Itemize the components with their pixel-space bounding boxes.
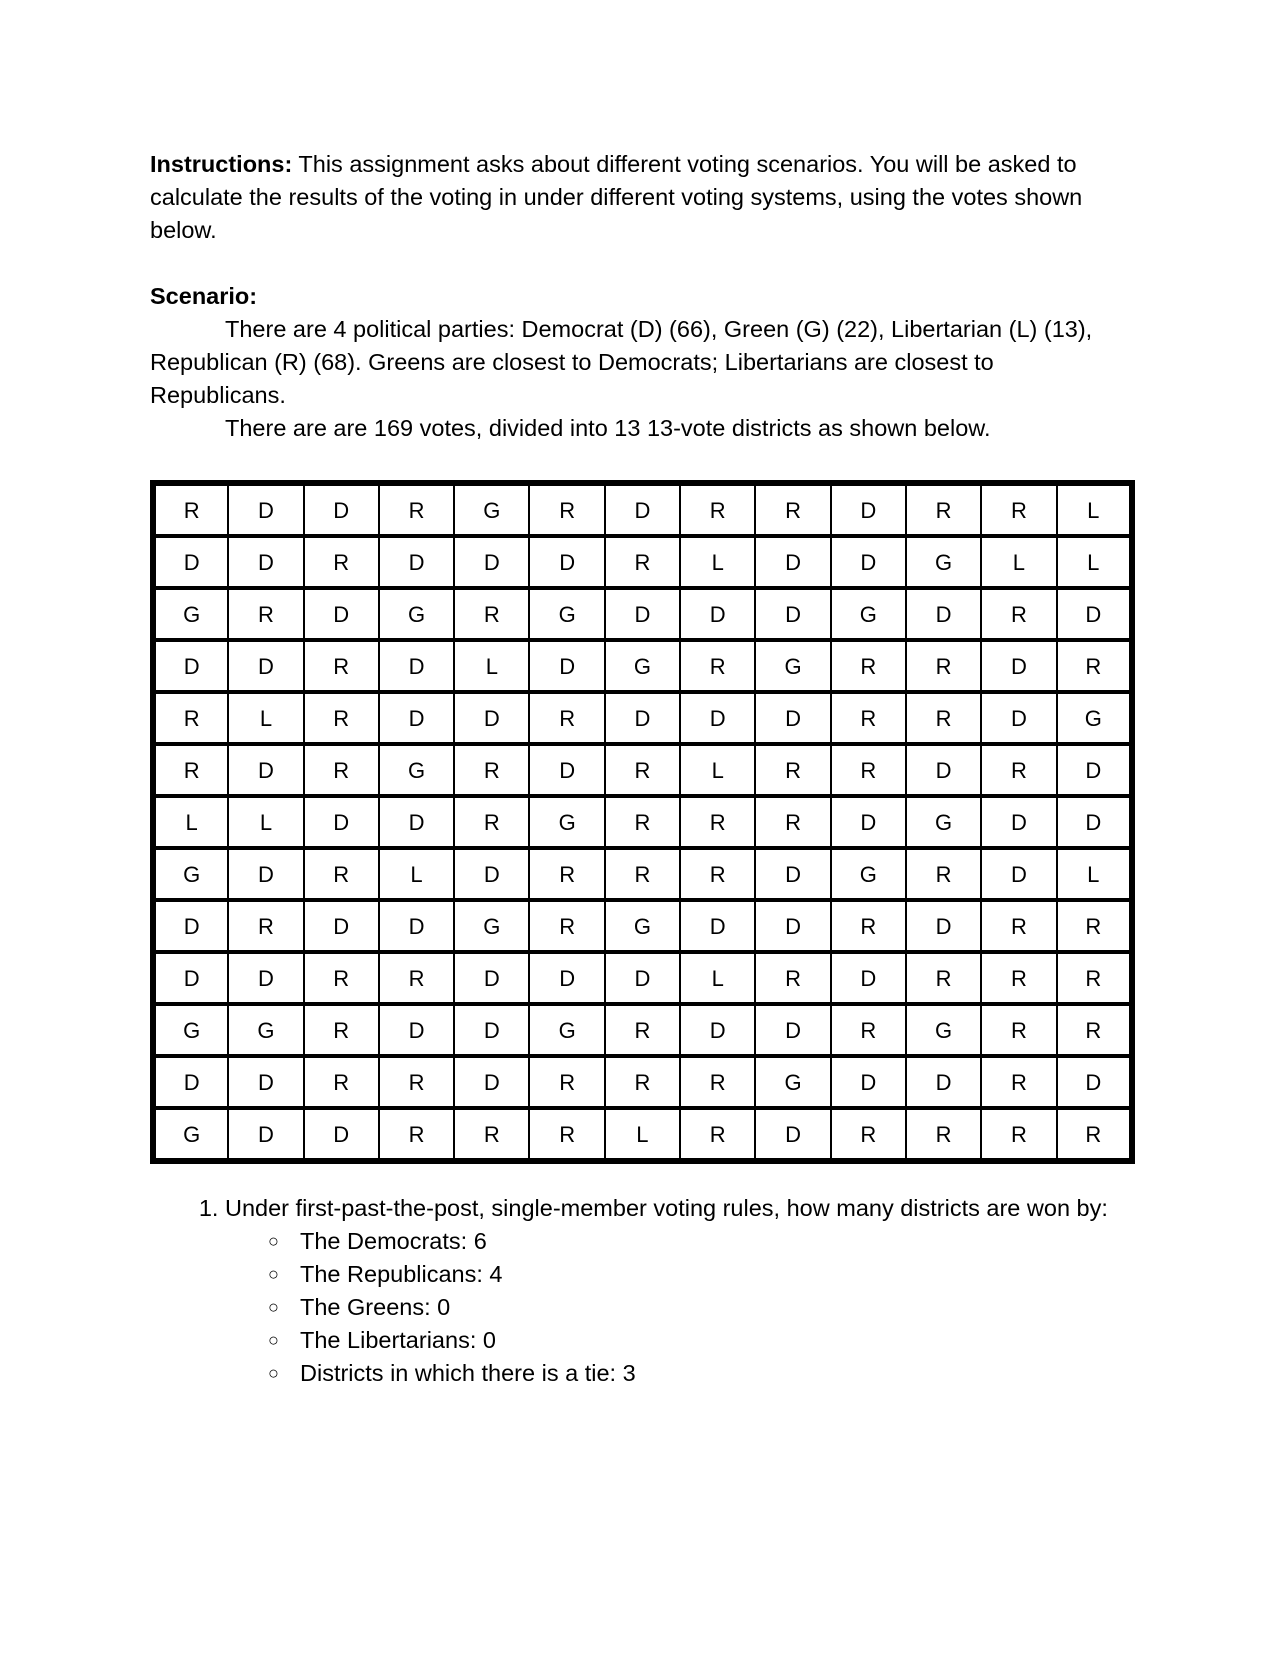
instructions-label: Instructions: xyxy=(150,151,293,177)
answer-republicans: ○ The Republicans: 4 xyxy=(300,1258,1135,1291)
grid-cell: R xyxy=(1057,900,1132,952)
grid-cell: R xyxy=(153,483,228,536)
grid-cell: G xyxy=(529,796,604,848)
grid-cell: D xyxy=(906,1056,981,1108)
grid-cell: D xyxy=(304,588,379,640)
grid-cell: L xyxy=(228,692,303,744)
grid-cell: D xyxy=(906,588,981,640)
grid-cell: D xyxy=(379,640,454,692)
grid-cell: R xyxy=(529,692,604,744)
grid-cell: G xyxy=(831,588,906,640)
answers-list xyxy=(225,1225,1135,1390)
grid-cell: D xyxy=(454,536,529,588)
grid-cell: R xyxy=(981,1056,1056,1108)
grid-cell: D xyxy=(1057,796,1132,848)
grid-cell: D xyxy=(228,536,303,588)
grid-cell: G xyxy=(906,796,981,848)
grid-cell: R xyxy=(981,900,1056,952)
grid-cell: G xyxy=(906,536,981,588)
grid-cell: L xyxy=(379,848,454,900)
grid-cell: D xyxy=(454,952,529,1004)
grid-cell: D xyxy=(379,536,454,588)
grid-cell: D xyxy=(228,1108,303,1161)
instructions-paragraph xyxy=(150,148,1135,247)
grid-cell: R xyxy=(304,692,379,744)
grid-cell: G xyxy=(831,848,906,900)
grid-cell: G xyxy=(1057,692,1132,744)
grid-cell: R xyxy=(981,588,1056,640)
grid-cell: R xyxy=(680,796,755,848)
grid-cell: L xyxy=(153,796,228,848)
grid-cell: G xyxy=(605,640,680,692)
grid-cell: D xyxy=(981,692,1056,744)
grid-cell: R xyxy=(1057,1108,1132,1161)
grid-cell: D xyxy=(1057,1056,1132,1108)
grid-row xyxy=(153,744,1132,796)
grid-cell: R xyxy=(605,536,680,588)
grid-cell: D xyxy=(529,744,604,796)
grid-cell: L xyxy=(1057,848,1132,900)
grid-cell: R xyxy=(605,796,680,848)
grid-cell: R xyxy=(454,744,529,796)
grid-cell: R xyxy=(529,1108,604,1161)
grid-cell: R xyxy=(529,483,604,536)
grid-cell: R xyxy=(454,796,529,848)
grid-cell: D xyxy=(831,952,906,1004)
grid-cell: D xyxy=(755,1004,830,1056)
grid-cell: D xyxy=(454,848,529,900)
grid-cell: D xyxy=(379,1004,454,1056)
document-page xyxy=(150,148,1135,1390)
grid-row xyxy=(153,588,1132,640)
grid-cell: R xyxy=(304,536,379,588)
grid-cell: D xyxy=(304,900,379,952)
grid-cell: R xyxy=(153,692,228,744)
grid-cell: D xyxy=(831,796,906,848)
answer-greens: ○ The Greens: 0 xyxy=(300,1291,1135,1324)
grid-cell: D xyxy=(228,483,303,536)
grid-cell: D xyxy=(454,692,529,744)
grid-cell: G xyxy=(605,900,680,952)
scenario-paragraph-parties: There are 4 political parties: Democrat (D) (66), Green (G) (22), Libertarian (L) (13), Republican (R) (68). Greens are closest to Democrats; Libertarians are closest to Republicans. xyxy=(150,316,1093,408)
grid-cell: R xyxy=(680,1108,755,1161)
grid-cell: D xyxy=(228,848,303,900)
grid-cell: G xyxy=(755,1056,830,1108)
grid-cell: D xyxy=(304,796,379,848)
grid-cell: R xyxy=(831,1004,906,1056)
grid-cell: D xyxy=(379,900,454,952)
grid-cell: R xyxy=(304,952,379,1004)
grid-cell: R xyxy=(379,483,454,536)
grid-cell: D xyxy=(153,900,228,952)
grid-cell: D xyxy=(153,952,228,1004)
instructions-text: This assignment asks about different voting scenarios. You will be asked to calculate the results of the voting in under different voting systems, using the votes shown below. xyxy=(150,151,1083,243)
grid-cell: D xyxy=(153,1056,228,1108)
grid-cell: R xyxy=(1057,640,1132,692)
grid-row xyxy=(153,640,1132,692)
grid-row xyxy=(153,536,1132,588)
grid-cell: D xyxy=(379,692,454,744)
grid-cell: R xyxy=(680,640,755,692)
grid-cell: G xyxy=(153,588,228,640)
grid-cell: D xyxy=(605,692,680,744)
grid-cell: R xyxy=(981,483,1056,536)
grid-cell: D xyxy=(605,952,680,1004)
answer-ties: ○ Districts in which there is a tie: 3 xyxy=(300,1357,1135,1390)
grid-cell: D xyxy=(1057,588,1132,640)
grid-cell: D xyxy=(831,1056,906,1108)
grid-cell: R xyxy=(605,848,680,900)
grid-cell: R xyxy=(981,744,1056,796)
grid-cell: D xyxy=(755,900,830,952)
grid-cell: D xyxy=(680,692,755,744)
grid-cell: D xyxy=(680,1004,755,1056)
grid-cell: D xyxy=(755,536,830,588)
grid-cell: D xyxy=(981,640,1056,692)
grid-cell: G xyxy=(379,588,454,640)
grid-cell: G xyxy=(529,588,604,640)
grid-cell: R xyxy=(379,1056,454,1108)
scenario-paragraph-districts: There are are 169 votes, divided into 13 13-vote districts as shown below. xyxy=(225,415,991,441)
grid-row xyxy=(153,900,1132,952)
grid-cell: R xyxy=(304,1004,379,1056)
grid-cell: R xyxy=(304,640,379,692)
grid-cell: L xyxy=(228,796,303,848)
grid-cell: D xyxy=(379,796,454,848)
grid-cell: G xyxy=(228,1004,303,1056)
grid-cell: R xyxy=(981,1004,1056,1056)
grid-cell: R xyxy=(906,848,981,900)
grid-cell: D xyxy=(228,1056,303,1108)
grid-cell: G xyxy=(153,848,228,900)
grid-cell: R xyxy=(379,1108,454,1161)
grid-cell: L xyxy=(1057,483,1132,536)
grid-cell: R xyxy=(304,848,379,900)
grid-cell: R xyxy=(831,1108,906,1161)
grid-cell: R xyxy=(605,1004,680,1056)
grid-cell: L xyxy=(680,536,755,588)
grid-cell: D xyxy=(529,952,604,1004)
grid-row xyxy=(153,692,1132,744)
grid-cell: L xyxy=(680,952,755,1004)
grid-cell: R xyxy=(1057,1004,1132,1056)
grid-cell: R xyxy=(755,483,830,536)
grid-cell: R xyxy=(680,1056,755,1108)
grid-cell: D xyxy=(680,900,755,952)
grid-cell: D xyxy=(981,848,1056,900)
grid-cell: R xyxy=(454,1108,529,1161)
answer-libertarians: ○ The Libertarians: 0 xyxy=(300,1324,1135,1357)
grid-cell: D xyxy=(454,1004,529,1056)
grid-cell: R xyxy=(1057,952,1132,1004)
grid-cell: D xyxy=(981,796,1056,848)
grid-cell: G xyxy=(454,483,529,536)
grid-cell: R xyxy=(153,744,228,796)
grid-cell: R xyxy=(906,1108,981,1161)
grid-row xyxy=(153,483,1132,536)
grid-cell: D xyxy=(228,640,303,692)
grid-cell: D xyxy=(680,588,755,640)
grid-cell: D xyxy=(755,1108,830,1161)
grid-cell: D xyxy=(755,588,830,640)
grid-row xyxy=(153,1004,1132,1056)
answer-democrats: ○ The Democrats: 6 xyxy=(300,1225,1135,1258)
grid-cell: G xyxy=(454,900,529,952)
grid-cell: L xyxy=(680,744,755,796)
questions-list xyxy=(150,1192,1135,1390)
vote-grid-table xyxy=(150,480,1135,1164)
grid-cell: R xyxy=(529,848,604,900)
question-text: Under first-past-the-post, single-member voting rules, how many districts are won by: xyxy=(225,1195,1108,1221)
grid-cell: G xyxy=(755,640,830,692)
grid-cell: L xyxy=(981,536,1056,588)
grid-cell: D xyxy=(454,1056,529,1108)
grid-cell: D xyxy=(153,640,228,692)
scenario-heading: Scenario: xyxy=(150,283,258,309)
grid-cell: R xyxy=(906,483,981,536)
grid-cell: D xyxy=(755,692,830,744)
grid-cell: R xyxy=(755,744,830,796)
grid-row xyxy=(153,848,1132,900)
grid-cell: R xyxy=(454,588,529,640)
grid-cell: R xyxy=(680,483,755,536)
grid-cell: D xyxy=(228,952,303,1004)
grid-row xyxy=(153,1108,1132,1161)
grid-cell: R xyxy=(831,744,906,796)
grid-cell: D xyxy=(831,536,906,588)
grid-cell: R xyxy=(755,796,830,848)
grid-cell: D xyxy=(1057,744,1132,796)
grid-cell: D xyxy=(153,536,228,588)
grid-cell: G xyxy=(529,1004,604,1056)
grid-cell: G xyxy=(153,1108,228,1161)
grid-row xyxy=(153,796,1132,848)
grid-cell: D xyxy=(831,483,906,536)
grid-cell: R xyxy=(906,692,981,744)
grid-cell: R xyxy=(981,952,1056,1004)
grid-cell: D xyxy=(228,744,303,796)
grid-cell: L xyxy=(605,1108,680,1161)
grid-cell: R xyxy=(605,1056,680,1108)
grid-cell: R xyxy=(831,900,906,952)
grid-cell: G xyxy=(153,1004,228,1056)
grid-cell: L xyxy=(1057,536,1132,588)
grid-cell: D xyxy=(906,900,981,952)
grid-cell: R xyxy=(228,900,303,952)
grid-cell: R xyxy=(831,640,906,692)
grid-cell: D xyxy=(906,744,981,796)
grid-cell: R xyxy=(981,1108,1056,1161)
grid-cell: D xyxy=(529,640,604,692)
grid-row xyxy=(153,1056,1132,1108)
grid-cell: D xyxy=(529,536,604,588)
grid-cell: R xyxy=(529,900,604,952)
grid-cell: D xyxy=(304,483,379,536)
grid-cell: D xyxy=(605,483,680,536)
grid-cell: R xyxy=(605,744,680,796)
grid-cell: R xyxy=(304,1056,379,1108)
grid-row xyxy=(153,952,1132,1004)
grid-cell: D xyxy=(605,588,680,640)
grid-cell: L xyxy=(454,640,529,692)
grid-cell: G xyxy=(379,744,454,796)
grid-cell: R xyxy=(304,744,379,796)
grid-cell: D xyxy=(304,1108,379,1161)
question-item xyxy=(225,1192,1135,1390)
grid-cell: R xyxy=(680,848,755,900)
grid-cell: R xyxy=(906,952,981,1004)
grid-cell: G xyxy=(906,1004,981,1056)
grid-cell: D xyxy=(755,848,830,900)
grid-cell: R xyxy=(379,952,454,1004)
grid-cell: R xyxy=(755,952,830,1004)
grid-cell: R xyxy=(529,1056,604,1108)
grid-cell: R xyxy=(831,692,906,744)
grid-cell: R xyxy=(228,588,303,640)
grid-cell: R xyxy=(906,640,981,692)
